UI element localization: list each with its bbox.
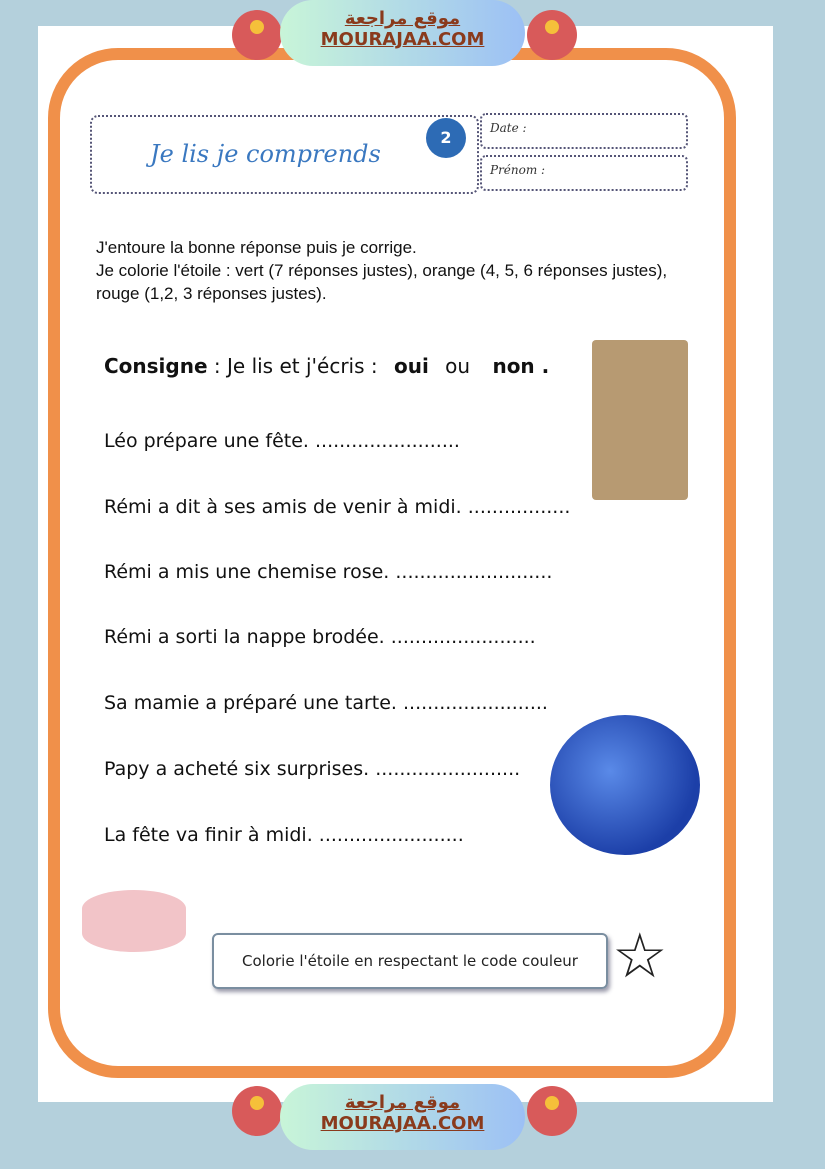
question[interactable]: Sa mamie a préparé une tarte. ........................ — [104, 692, 548, 714]
watermark-bottom[interactable] — [280, 1084, 525, 1150]
consigne — [104, 354, 549, 378]
question[interactable]: Rémi a mis une chemise rose. .......................... — [104, 561, 553, 583]
watermark-arabic: موقع مراجعة — [344, 8, 461, 29]
site-logo-icon — [232, 10, 282, 60]
star-icon[interactable]: ☆ — [612, 919, 668, 992]
consigne-label: Consigne — [104, 354, 208, 378]
question[interactable]: Léo prépare une fête. ........................ — [104, 430, 460, 452]
worksheet-title: Je lis je comprends — [150, 140, 381, 168]
answer-oui: oui — [393, 354, 429, 378]
site-logo-icon — [527, 1086, 577, 1136]
watermark-top[interactable] — [280, 0, 525, 66]
watermark-site: MOURAJAA.COM — [320, 1113, 485, 1134]
site-logo-icon — [232, 1086, 282, 1136]
question[interactable]: Rémi a dit à ses amis de venir à midi. ................. — [104, 496, 571, 518]
answer-non: non . — [492, 354, 550, 378]
instruction-line: J'entoure la bonne réponse puis je corrige. — [96, 238, 417, 257]
site-logo-icon — [527, 10, 577, 60]
consigne-ou: ou — [445, 354, 471, 378]
question[interactable]: Papy a acheté six surprises. ........................ — [104, 758, 521, 780]
prenom-field[interactable]: Prénom : — [480, 155, 688, 191]
date-field[interactable]: Date : — [480, 113, 688, 149]
instruction-line: Je colorie l'étoile : vert (7 réponses justes), orange (4, 5, 6 réponses justes), rouge (1,2, 3 réponses justes). — [96, 261, 668, 303]
colour-instruction-box: Colorie l'étoile en respectant le code couleur — [212, 933, 608, 989]
balloons-image — [550, 715, 700, 855]
cake-image — [82, 890, 186, 952]
worksheet-number: 2 — [426, 118, 466, 158]
question[interactable]: Rémi a sorti la nappe brodée. ........................ — [104, 626, 536, 648]
watermark-site: MOURAJAA.COM — [320, 29, 485, 50]
question[interactable]: La fête va finir à midi. ........................ — [104, 824, 464, 846]
watermark-arabic: موقع مراجعة — [344, 1092, 461, 1113]
gift-bag-image — [592, 340, 688, 500]
consigne-text: : Je lis et j'écris : — [213, 354, 378, 378]
instructions — [96, 236, 686, 305]
